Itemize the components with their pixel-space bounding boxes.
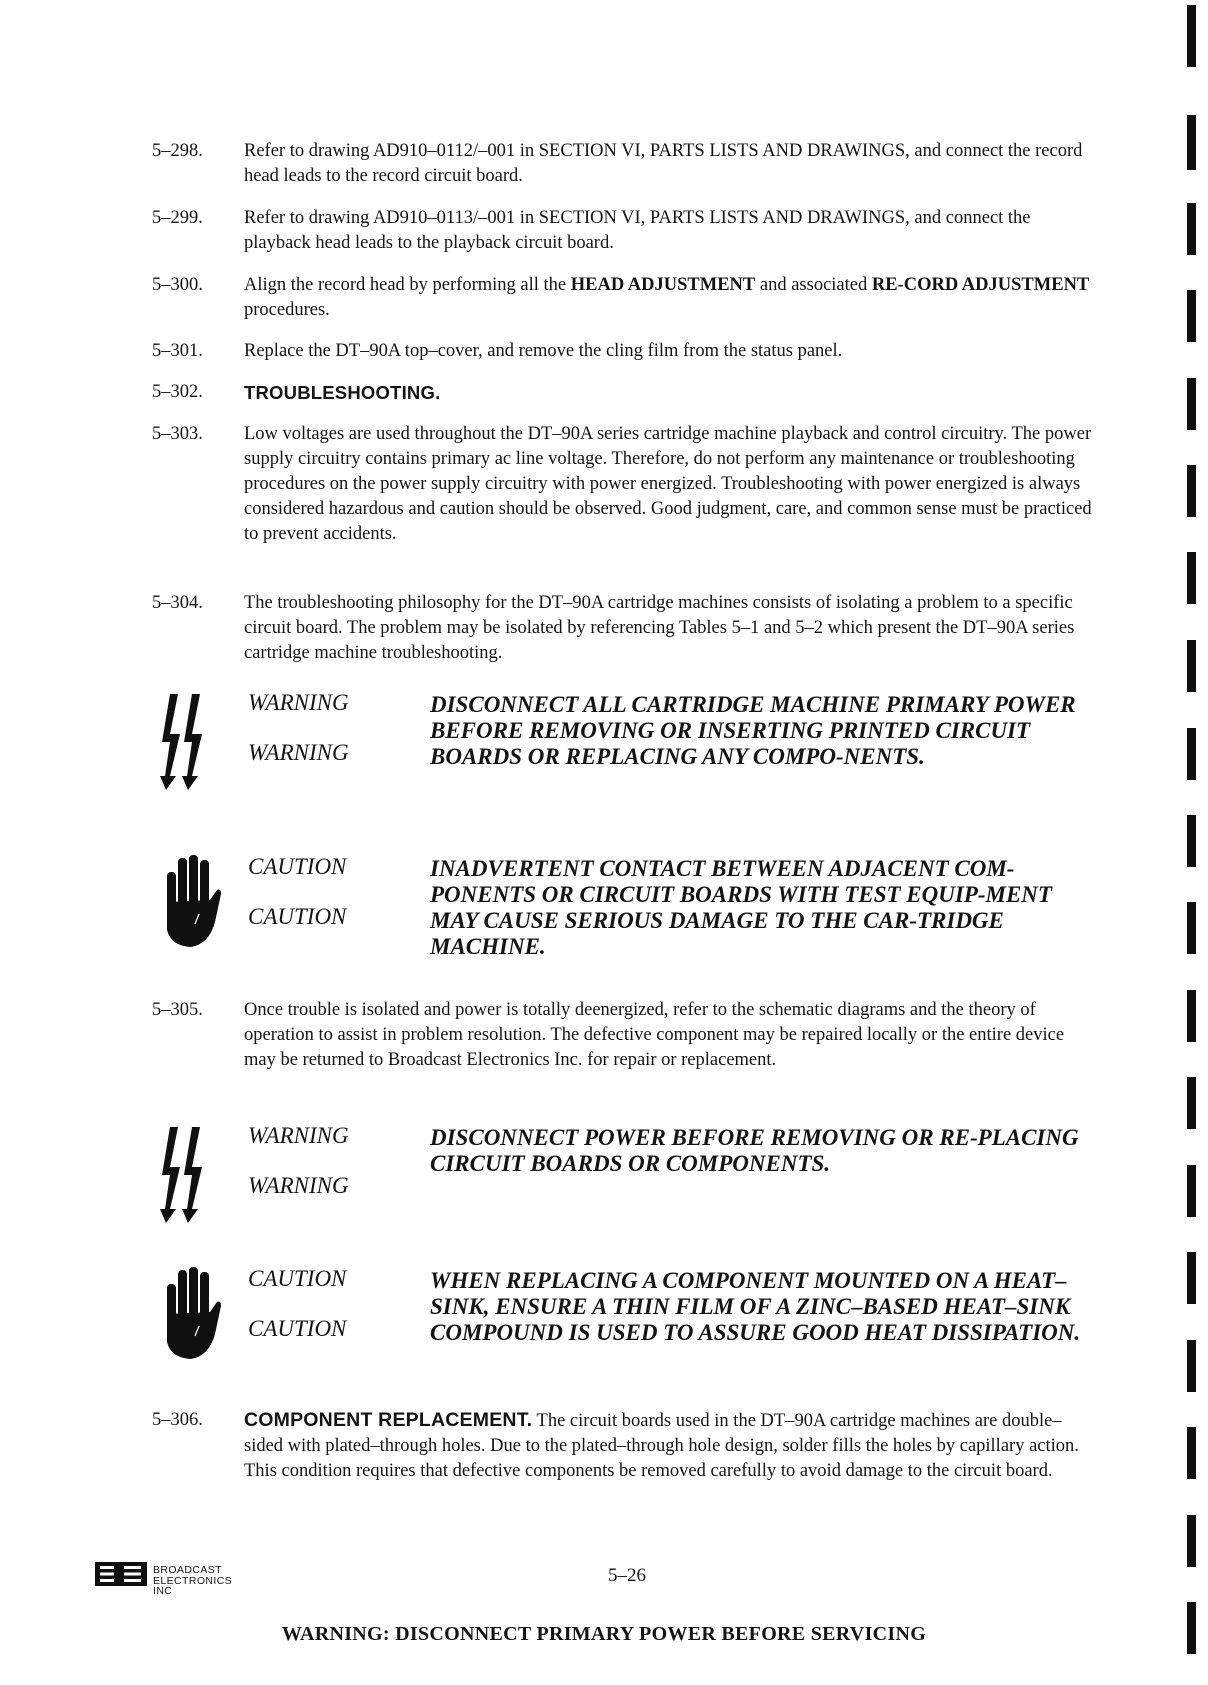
binding-mark <box>1187 728 1196 780</box>
warning-label: WARNING <box>248 740 349 765</box>
binding-mark <box>1187 902 1196 954</box>
paragraph-text: Refer to drawing AD910–0113/–001 in SECTION VI, PARTS LISTS AND DRAWINGS, and connect the playback head leads to the playback circuit board. <box>244 208 1031 253</box>
binding-mark <box>1187 378 1196 430</box>
text-run: and associated <box>755 275 872 295</box>
warning-label: WARNING <box>248 690 349 715</box>
page-number: 5–26 <box>608 1565 646 1586</box>
logo-line: ELECTRONICS INC <box>153 1574 233 1597</box>
caution-message: INADVERTENT CONTACT BETWEEN ADJACENT COM-PONENTS OR CIRCUIT BOARDS WITH TEST EQUIP-MENT MAY CAUSE SERIOUS DAMAGE TO THE CAR-TRIDGE MACHINE. <box>430 856 1052 959</box>
paragraph-number: 5–298. <box>152 141 203 161</box>
binding-mark <box>1187 1165 1196 1217</box>
paragraph-number: 5–306. <box>152 1410 203 1430</box>
paragraph-text: Replace the DT–90A top–cover, and remove the cling film from the status panel. <box>244 341 843 361</box>
paragraph-text <box>244 1408 1100 1484</box>
caution-label: CAUTION <box>248 854 347 879</box>
text-run: Align the record head by performing all the <box>244 275 571 295</box>
bold-term: HEAD ADJUSTMENT <box>570 275 756 295</box>
paragraph-text: Once trouble is isolated and power is totally deenergized, refer to the schematic diagrams and the theory of operation to assist in problem resolution. The defective component may be repaired locally or the entire device may be returned to Broadcast Electronics Inc. for repair or replacement. <box>244 1000 1065 1070</box>
logo-line: BROADCAST <box>153 1564 222 1576</box>
lightning-warning-icon <box>156 692 226 792</box>
hand-caution-icon <box>157 852 227 952</box>
paragraph-text <box>244 273 1100 323</box>
caution-label: CAUTION <box>248 1316 347 1341</box>
paragraph-text: Refer to drawing AD910–0112/–001 in SECTION VI, PARTS LISTS AND DRAWINGS, and connect the record head leads to the record circuit board. <box>244 141 1083 186</box>
logo-text <box>153 1565 232 1597</box>
paragraph-text: Low voltages are used throughout the DT–90A series cartridge machine playback and control circuitry. The power supply circuitry contains primary ac line voltage. Therefore, do not perform any maintenance or troubleshooting procedures on the power supply circuitry with power energized. Troubleshooting with power energized is always considered hazardous and caution should be observed. Good judgment, care, and common sense must be practiced to prevent accidents. <box>244 424 1092 544</box>
binding-mark <box>1187 5 1196 67</box>
paragraph-number: 5–305. <box>152 1000 203 1020</box>
hand-caution-icon <box>157 1264 227 1364</box>
binding-mark <box>1187 1340 1196 1392</box>
binding-mark <box>1187 990 1196 1042</box>
binding-mark <box>1187 290 1196 342</box>
binding-mark <box>1187 465 1196 517</box>
lightning-warning-icon <box>156 1125 226 1225</box>
binding-mark <box>1187 203 1196 255</box>
be-logo-mark <box>95 1562 147 1586</box>
binding-mark <box>1187 1252 1196 1304</box>
warning-message: DISCONNECT POWER BEFORE REMOVING OR RE-PLACING CIRCUIT BOARDS OR COMPONENTS. <box>430 1125 1079 1176</box>
footer-warning: WARNING: DISCONNECT PRIMARY POWER BEFORE SERVICING <box>281 1623 927 1645</box>
warning-label: WARNING <box>248 1123 349 1148</box>
paragraph-number: 5–302. <box>152 382 203 402</box>
paragraph-number: 5–299. <box>152 208 203 228</box>
warning-label: WARNING <box>248 1173 349 1198</box>
caution-message: WHEN REPLACING A COMPONENT MOUNTED ON A HEAT–SINK, ENSURE A THIN FILM OF A ZINC–BASED HEAT–SINK COMPOUND IS USED TO ASSURE GOOD HEAT DISSIPATION. <box>430 1268 1081 1345</box>
binding-mark <box>1187 815 1196 867</box>
text-run: The circuit boards used in the DT–90A cartridge machines are double–sided with plated–through holes. Due to the plated–through hole design, solder fills the holes by capillary action. This condition requires that defective components be removed carefully to avoid damage to the circuit board. <box>244 1411 1079 1481</box>
binding-mark <box>1187 115 1196 170</box>
paragraph-number: 5–301. <box>152 341 203 361</box>
paragraph-number: 5–303. <box>152 424 203 444</box>
paragraph-text: The troubleshooting philosophy for the DT–90A cartridge machines consists of isolating a problem to a specific circuit board. The problem may be isolated by referencing Tables 5–1 and 5–2 which present the DT–90A series cartridge machine troubleshooting. <box>244 593 1075 663</box>
caution-label: CAUTION <box>248 904 347 929</box>
warning-message: DISCONNECT ALL CARTRIDGE MACHINE PRIMARY POWER BEFORE REMOVING OR INSERTING PRINTED CIRCUIT BOARDS OR REPLACING ANY COMPO-NENTS. <box>430 692 1076 769</box>
paragraph-number: 5–304. <box>152 593 203 613</box>
paragraph-number: 5–300. <box>152 275 203 295</box>
binding-mark <box>1187 1427 1196 1479</box>
caution-label: CAUTION <box>248 1266 347 1291</box>
binding-mark <box>1187 1077 1196 1129</box>
section-heading: COMPONENT REPLACEMENT. <box>244 1409 533 1431</box>
bold-term: RE-CORD ADJUSTMENT <box>871 275 1090 295</box>
binding-mark <box>1187 640 1196 692</box>
section-heading: TROUBLESHOOTING. <box>244 382 441 403</box>
binding-mark <box>1187 1515 1196 1567</box>
binding-mark <box>1187 552 1196 604</box>
text-run: procedures. <box>244 300 330 320</box>
